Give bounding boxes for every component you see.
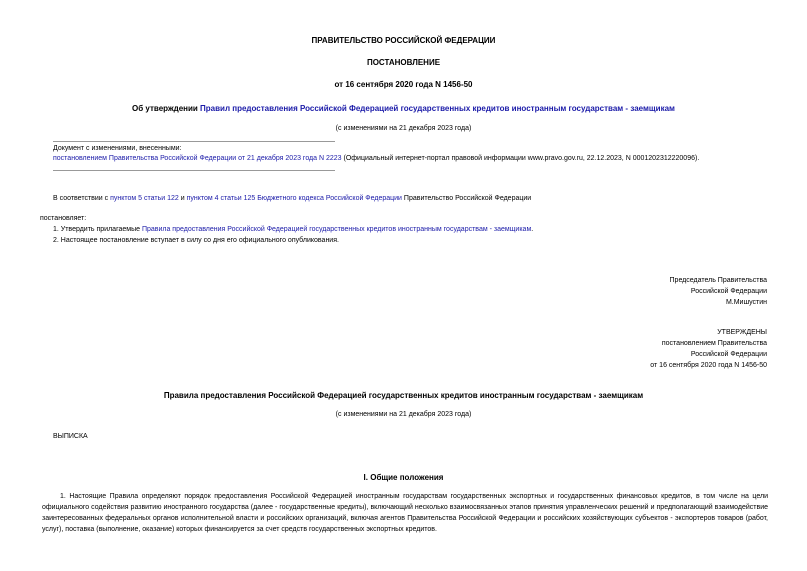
- divider-bottom: [53, 170, 335, 171]
- resolution-item-2: 2. Настоящее постановление вступает в силу со дня его официального опубликования.: [53, 237, 339, 244]
- rules-amendment-note: (с изменениями на 21 декабря 2023 года): [335, 411, 472, 418]
- preamble-text-3: Правительство Российской Федерации: [401, 195, 532, 202]
- preamble-text-1: В соответствии с: [53, 195, 111, 202]
- approved-country: Российской Федерации: [690, 351, 767, 358]
- changes-line: [53, 155, 699, 162]
- amendment-note: (с изменениями на 21 декабря 2023 года): [335, 125, 472, 132]
- budget-code-article-122-link[interactable]: пунктом 5 статьи 122: [110, 195, 179, 202]
- changes-intro: Документ с изменениями, внесенными:: [53, 145, 182, 152]
- preamble-text-2: и: [178, 195, 187, 202]
- approved-heading: УТВЕРЖДЕНЫ: [717, 329, 767, 336]
- rules-paragraph-1: 1. Настоящие Правила определяют порядок предоставления Российской Федерацией иностранным государствам государственных экспортных и государственных финансовых кредитов, в том числе на цели официального содействия развитию иностранного государства (далее - государственные кредиты), включающий несколько взаимосвязанных этапов принятия управленческих решений и предполагающий взаимодействие заинтересованных федеральных органов исполнительной власти и российских организаций, включая агентов Правительства Российской Федерации и российских хозяйствующих субъектов - экспортеров товаров (работ, услуг), поставка (выполнение, оказание) которых финансируется за счет средств государственных экспортных кредитов.: [42, 493, 768, 533]
- resolution-item-1: [53, 226, 533, 233]
- rules-title-link[interactable]: Правил предоставления Российской Федерацией государственных кредитов иностранным государствам - заемщикам: [200, 104, 675, 113]
- signature-position: Председатель Правительства: [669, 277, 767, 284]
- government-heading: ПРАВИТЕЛЬСТВО РОССИЙСКОЙ ФЕДЕРАЦИИ: [311, 36, 496, 45]
- approved-by: постановлением Правительства: [661, 340, 767, 347]
- section-title: I. Общие положения: [363, 473, 444, 482]
- budget-code-article-125-link[interactable]: пунктом 4 статьи 125 Бюджетного кодекса Российской Федерации: [186, 195, 402, 202]
- document-title: [0, 104, 807, 113]
- item1-suffix: .: [531, 226, 534, 233]
- document-type: ПОСТАНОВЛЕНИЕ: [366, 58, 441, 67]
- document-title-prefix: Об утверждении: [132, 104, 201, 113]
- extract-label: ВЫПИСКА: [53, 433, 88, 440]
- rules-link[interactable]: Правила предоставления Российской Федерацией государственных кредитов иностранным государствам - заемщикам: [141, 226, 532, 233]
- preamble: [53, 195, 531, 202]
- amending-resolution-link[interactable]: постановлением Правительства Российской Федерации от 21 декабря 2023 года N 2223: [53, 155, 342, 162]
- rules-title: Правила предоставления Российской Федерацией государственных кредитов иностранным государствам - заемщикам: [163, 391, 644, 400]
- resolves-label: постановляет:: [40, 215, 87, 222]
- changes-source: (Официальный интернет-портал правовой информации www.pravo.gov.ru, 22.12.2023, N 0001202312220096).: [341, 155, 700, 162]
- divider-top: [53, 141, 335, 142]
- signature-country: Российской Федерации: [690, 288, 767, 295]
- item1-prefix: 1. Утвердить прилагаемые: [53, 226, 142, 233]
- document-date: от 16 сентября 2020 года N 1456-50: [334, 80, 473, 89]
- signature-name: М.Мишустин: [725, 299, 767, 306]
- approved-date: от 16 сентября 2020 года N 1456-50: [650, 362, 767, 369]
